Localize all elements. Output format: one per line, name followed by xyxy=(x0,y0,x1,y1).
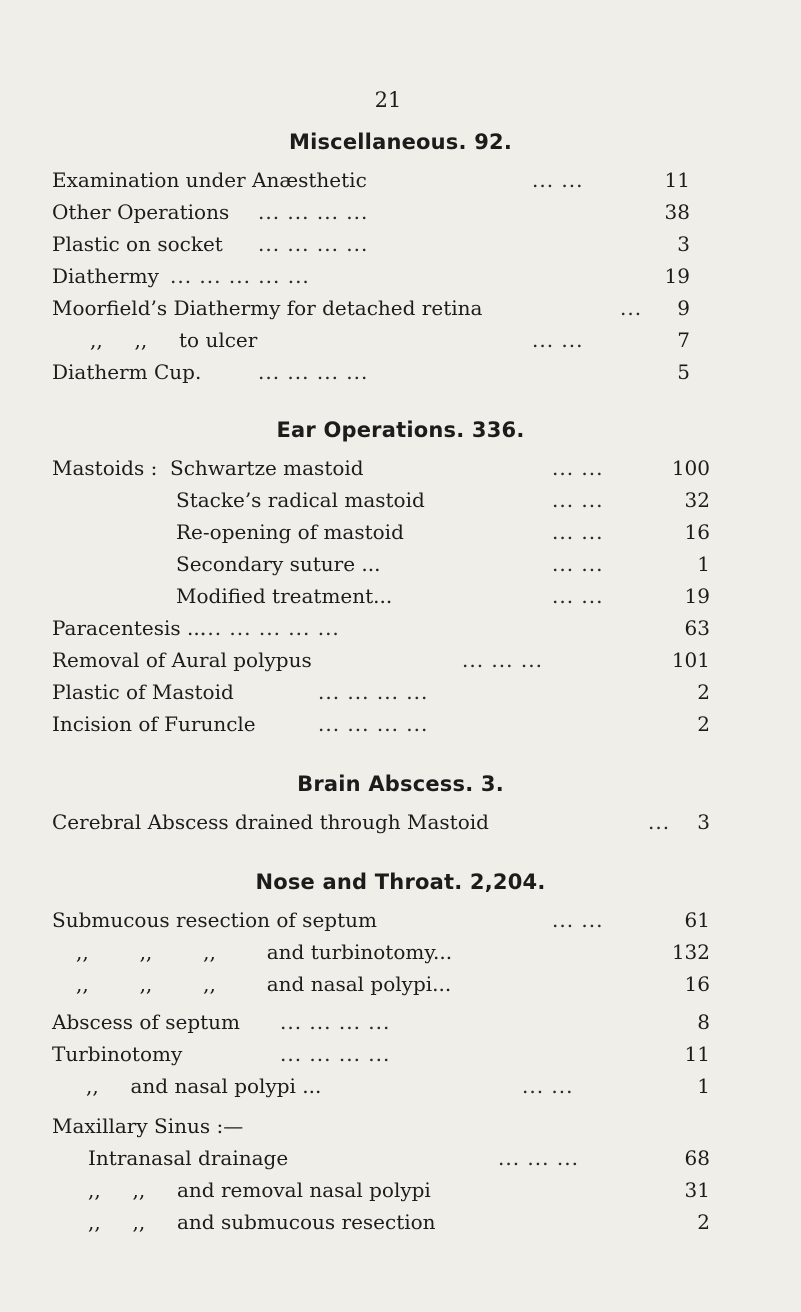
row-value: 38 xyxy=(664,200,690,224)
row-value: 11 xyxy=(684,1042,710,1066)
row-leader: ... ... ... ... xyxy=(318,712,429,736)
table-row xyxy=(52,516,710,548)
row-leader: ... ... xyxy=(552,552,604,576)
row-value: 1 xyxy=(697,1074,710,1098)
row-leader: ... ... xyxy=(532,328,584,352)
table-row xyxy=(52,936,710,968)
section-heading-miscellaneous: Miscellaneous. 92. xyxy=(288,130,512,154)
row-leader: ... ... ... xyxy=(498,1146,579,1170)
row-label-ditto: ,, ,, to ulcer xyxy=(90,328,258,352)
table-row xyxy=(52,452,710,484)
row-label: Stacke’s radical mastoid xyxy=(176,488,425,512)
row-value: 63 xyxy=(684,616,710,640)
row-label: Removal of Aural polypus xyxy=(52,648,312,672)
table-row xyxy=(52,1038,710,1070)
table-row xyxy=(52,324,690,356)
table-row xyxy=(52,260,690,292)
row-leader: ... ... xyxy=(552,584,604,608)
table-row xyxy=(52,612,710,644)
row-label: Diathermy xyxy=(52,264,159,288)
row-label: Secondary suture ... xyxy=(176,552,381,576)
row-value: 7 xyxy=(677,328,690,352)
table-row xyxy=(52,904,710,936)
row-leader: ... ... ... ... xyxy=(280,1042,391,1066)
row-value: 101 xyxy=(671,648,710,672)
row-value: 16 xyxy=(684,972,710,996)
table-row xyxy=(52,1070,710,1102)
section-heading-ear-operations: Ear Operations. 336. xyxy=(276,418,525,442)
table-row xyxy=(52,1142,710,1174)
row-value: 1 xyxy=(697,552,710,576)
row-label: Examination under Anæsthetic xyxy=(52,168,367,192)
table-row xyxy=(52,968,710,1000)
table-row xyxy=(52,1110,710,1142)
row-label: Other Operations xyxy=(52,200,230,224)
table-row xyxy=(52,644,710,676)
table-row xyxy=(52,356,690,388)
row-label: Plastic on socket xyxy=(52,232,223,256)
row-label-ditto: ,, ,, and removal nasal polypi xyxy=(88,1178,431,1202)
table-row xyxy=(52,806,710,838)
row-value: 19 xyxy=(664,264,690,288)
table-row xyxy=(52,548,710,580)
table-row xyxy=(52,676,710,708)
table-row xyxy=(52,292,690,324)
row-value: 2 xyxy=(697,712,710,736)
row-label: Re-opening of mastoid xyxy=(176,520,404,544)
row-value: 100 xyxy=(671,456,710,480)
row-value: 19 xyxy=(684,584,710,608)
row-leader: ... ... ... ... ... xyxy=(170,264,310,288)
row-leader: ... ... xyxy=(552,908,604,932)
row-value: 5 xyxy=(677,360,690,384)
row-leader: ... xyxy=(620,296,643,320)
row-label-ditto: ,, ,, ,, and nasal polypi... xyxy=(76,972,452,996)
row-leader: ... ... xyxy=(552,456,604,480)
row-leader: ... ... ... ... xyxy=(258,360,369,384)
row-value: 3 xyxy=(697,810,710,834)
row-value: 32 xyxy=(684,488,710,512)
row-label: Submucous resection of septum xyxy=(52,908,377,932)
row-value: 31 xyxy=(684,1178,710,1202)
row-value: 16 xyxy=(684,520,710,544)
row-label: Plastic of Mastoid xyxy=(52,680,234,704)
row-leader: ... ... xyxy=(522,1074,574,1098)
row-leader: ... ... ... xyxy=(462,648,543,672)
row-value: 2 xyxy=(697,1210,710,1234)
section-heading-brain-abscess: Brain Abscess. 3. xyxy=(297,772,504,796)
row-leader: ... ... ... ... ... xyxy=(200,616,340,640)
row-label: Intranasal drainage xyxy=(88,1146,289,1170)
table-row xyxy=(52,580,710,612)
row-label: Mastoids : Schwartze mastoid xyxy=(52,456,364,480)
row-label-ditto: ,, and nasal polypi ... xyxy=(86,1074,322,1098)
row-leader: ... ... ... ... xyxy=(318,680,429,704)
table-row xyxy=(52,484,710,516)
table-row xyxy=(52,164,690,196)
row-label: Turbinotomy xyxy=(52,1042,183,1066)
row-label: Moorfield’s Diathermy for detached retina xyxy=(52,296,483,320)
table-row xyxy=(52,1006,710,1038)
row-leader: ... ... ... ... xyxy=(258,232,369,256)
row-leader: ... ... xyxy=(552,488,604,512)
row-value: 68 xyxy=(684,1146,710,1170)
row-label: Paracentesis ... xyxy=(52,616,207,640)
row-leader: ... ... ... ... xyxy=(280,1010,391,1034)
row-value: 132 xyxy=(671,940,710,964)
row-label: Modified treatment... xyxy=(176,584,393,608)
row-value: 11 xyxy=(664,168,690,192)
page-number: 21 xyxy=(374,88,402,112)
row-leader: ... ... xyxy=(552,520,604,544)
row-leader: ... ... ... ... xyxy=(258,200,369,224)
table-row xyxy=(52,708,710,740)
row-label: Diatherm Cup. xyxy=(52,360,202,384)
row-label-ditto: ,, ,, and submucous resection xyxy=(88,1210,436,1234)
row-label: Cerebral Abscess drained through Mastoid xyxy=(52,810,489,834)
row-value: 61 xyxy=(684,908,710,932)
section-heading-nose-and-throat: Nose and Throat. 2,204. xyxy=(255,870,546,894)
row-label-ditto: ,, ,, ,, and turbinotomy... xyxy=(76,940,453,964)
row-label: Incision of Furuncle xyxy=(52,712,256,736)
row-label: Maxillary Sinus :— xyxy=(52,1114,244,1138)
row-leader: ... ... xyxy=(532,168,584,192)
table-row xyxy=(52,1206,710,1238)
row-label: Abscess of septum xyxy=(52,1010,241,1034)
table-row xyxy=(52,228,690,260)
row-value: 9 xyxy=(677,296,690,320)
row-leader: ... xyxy=(648,810,671,834)
row-value: 3 xyxy=(677,232,690,256)
row-value: 8 xyxy=(697,1010,710,1034)
table-row xyxy=(52,1174,710,1206)
table-row xyxy=(52,196,690,228)
row-value: 2 xyxy=(697,680,710,704)
